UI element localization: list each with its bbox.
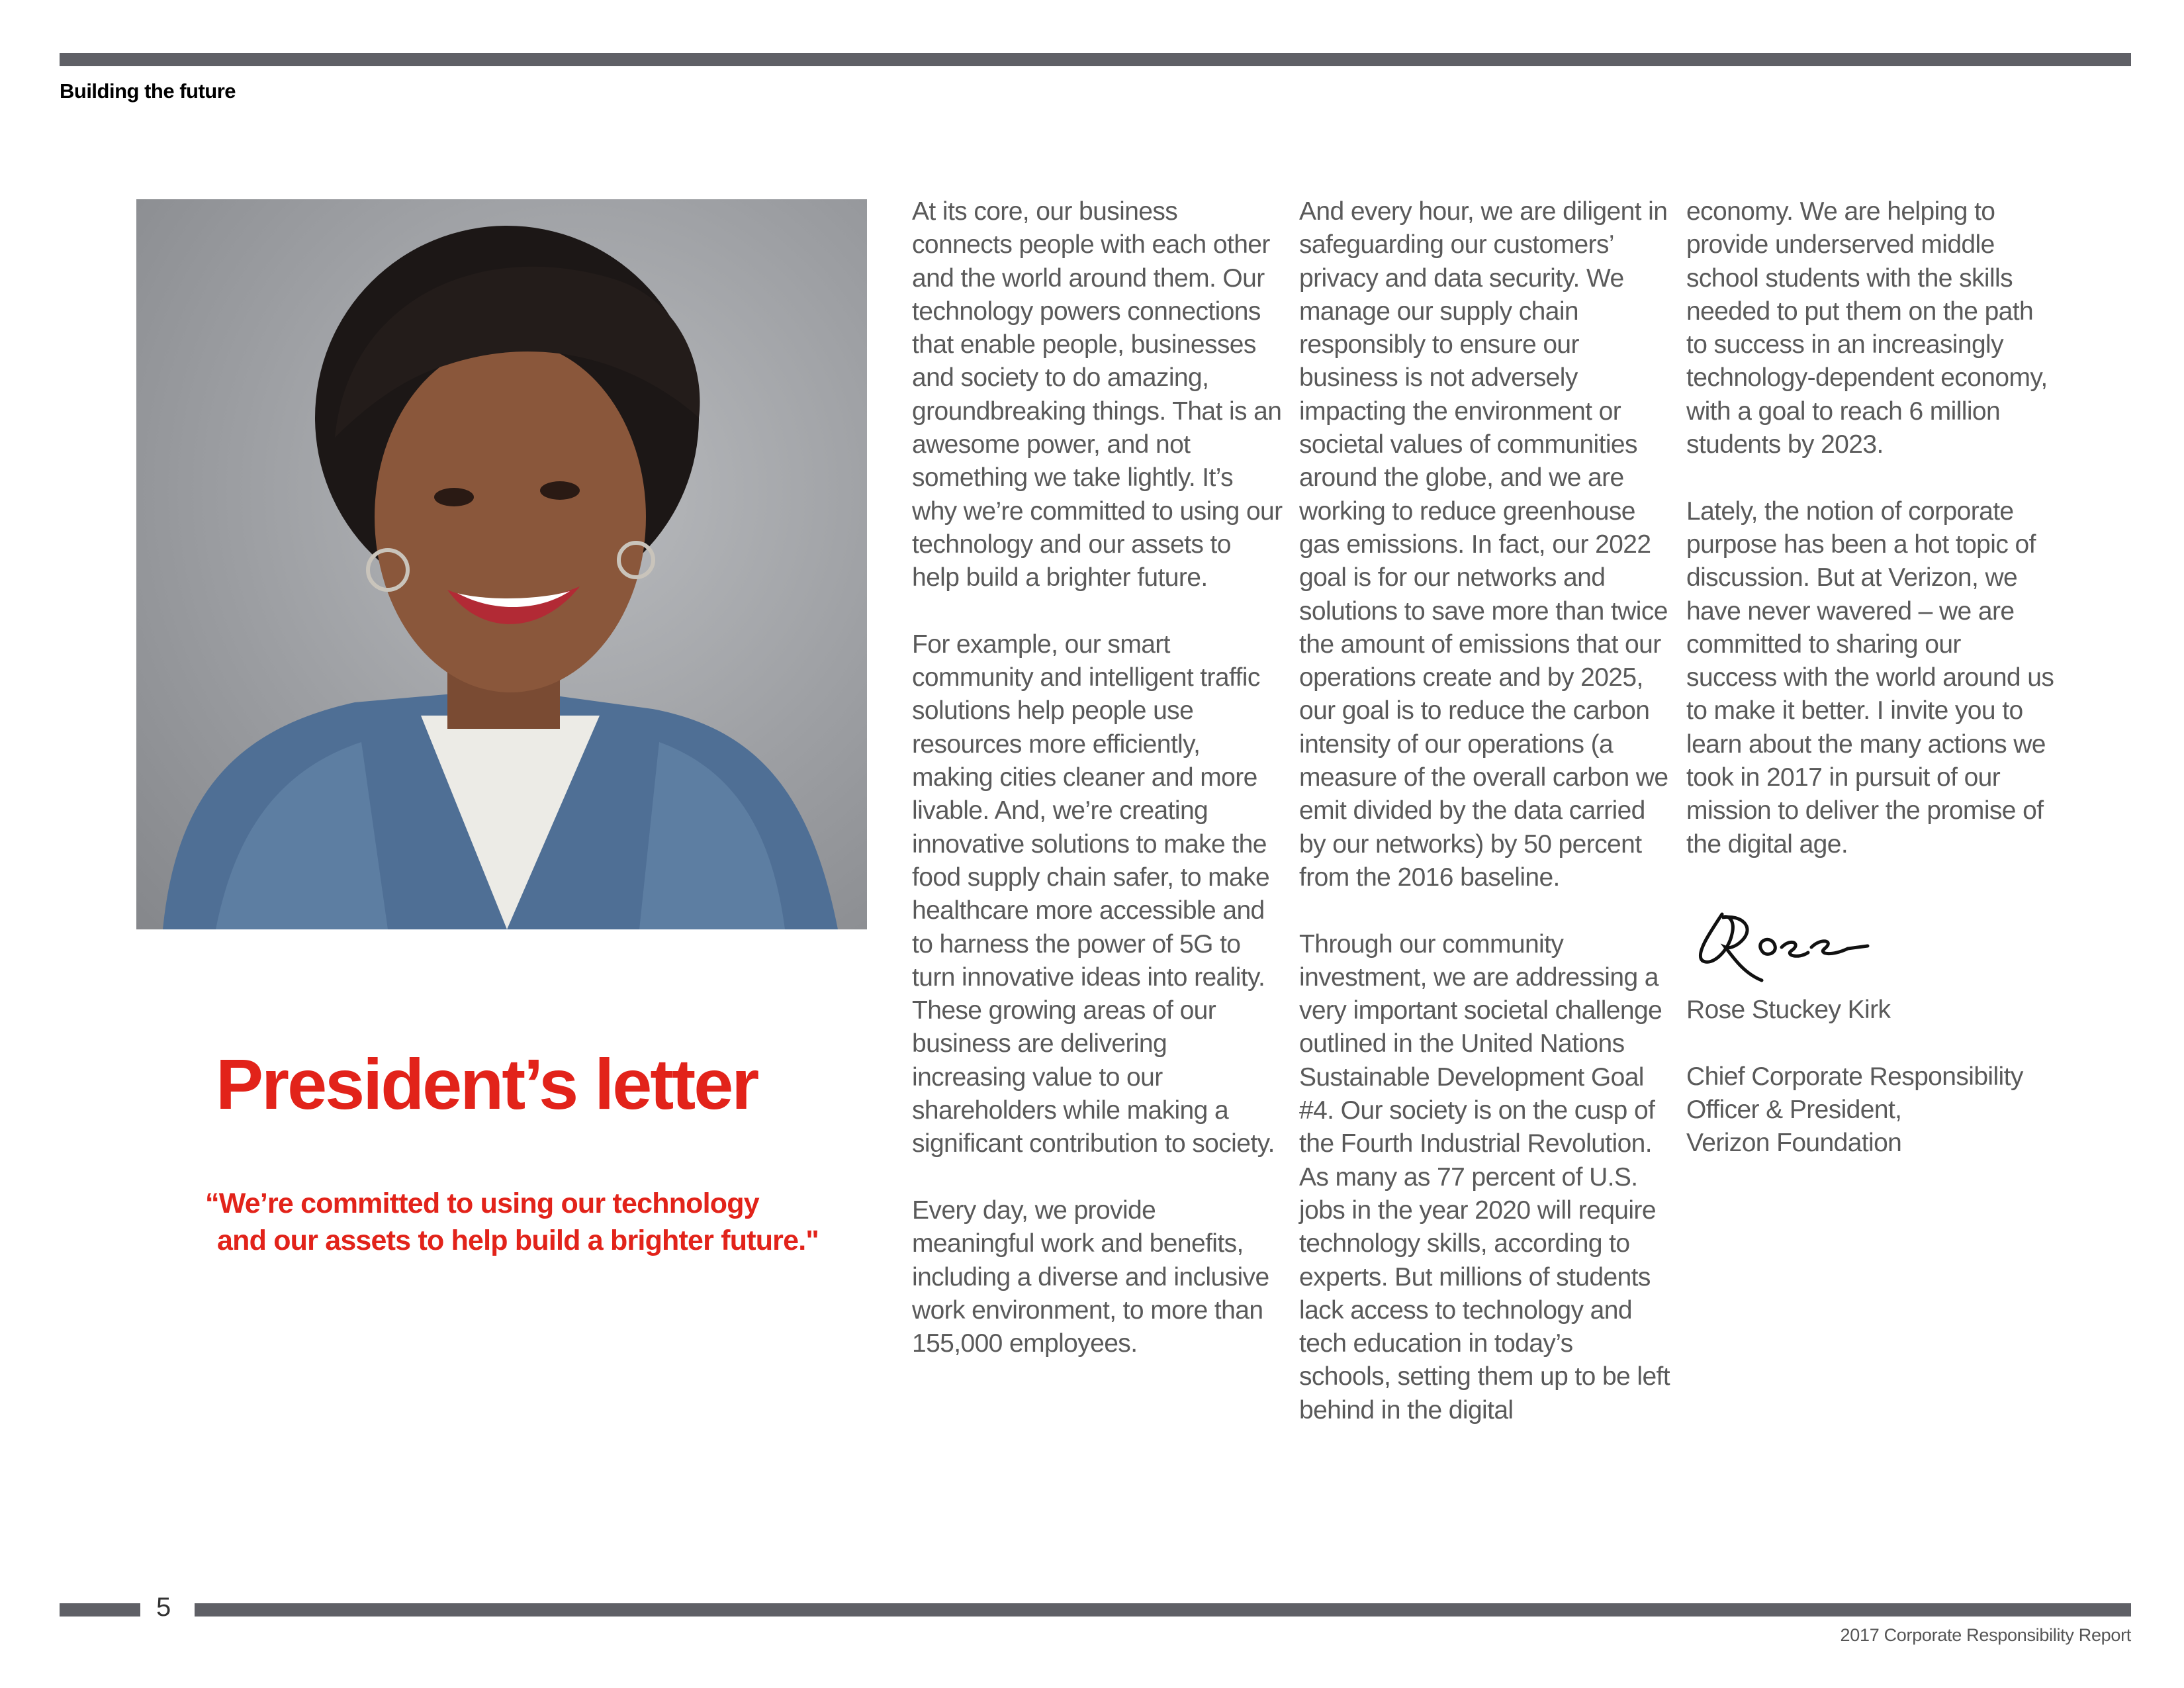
paragraph: Lately, the notion of corporate purpose has been a hot topic of discussion. But at Verizon, we have never wavered – we are committed to sharing our success with the world around us to make it better. I invite you to learn about the many actions we took in 2017 in pursuit of our mission to deliver the promise of the digital age. xyxy=(1686,496,2054,859)
report-name: 2017 Corporate Responsibility Report xyxy=(1840,1625,2131,1645)
letter-column-2 xyxy=(1299,195,1670,1460)
paragraph: At its core, our business connects people with each other and the world around them. Our technology powers connections that enable people, businesses and society to do amazing, groundbreaking things. That is an awesome power, and not something we take lightly. It’s why we’re committed to using our technology and our assets to help build a brighter future. xyxy=(912,197,1283,592)
header-rule xyxy=(60,53,2131,66)
pull-quote xyxy=(205,1185,854,1259)
portrait-photo xyxy=(136,199,867,929)
pull-quote-line-1: “We’re committed to using our technology xyxy=(205,1188,759,1219)
signature-image xyxy=(1682,888,1874,987)
signatory-title-line-3: Verizon Foundation xyxy=(1686,1129,1902,1158)
page-number: 5 xyxy=(156,1593,171,1622)
letter-column-3 xyxy=(1686,195,2057,1160)
paragraph: And every hour, we are diligent in safeguarding our customers’ privacy and data security. We manage our supply chain responsibly to ensure our business is not adversely impacting the environment or societal values of communities around the globe, and we are working to reduce greenhouse gas emissions. In fact, our 2022 goal is for our networks and solutions to save more than twice the amount of emissions that our operations create and by 2025, our goal is to reduce the carbon intensity of our operations (a measure of the overall carbon we emit divided by the data carried by our networks) by 50 percent from the 2016 baseline. xyxy=(1299,197,1668,892)
signatory-title-line-1: Chief Corporate Responsibility xyxy=(1686,1062,2023,1091)
footer-rule-left xyxy=(60,1603,140,1617)
paragraph: Every day, we provide meaningful work and benefits, including a diverse and inclusive work environment, to more than 155,000 employees. xyxy=(912,1196,1269,1358)
paragraph: For example, our smart community and intelligent traffic solutions help people use resources more efficiently, making cities cleaner and more livable. And, we’re creating innovative solutions to make the food supply chain safer, to make healthcare more accessible and to harness the power of 5G to turn innovative ideas into reality. These growing areas of our business are delivering increasing value to our shareholders while making a significant contribution to society. xyxy=(912,630,1275,1158)
letter-column-1 xyxy=(912,195,1283,1394)
footer-rule-right xyxy=(195,1603,2131,1617)
pull-quote-line-2: and our assets to help build a brighter future." xyxy=(217,1225,819,1256)
section-label: Building the future xyxy=(60,79,236,103)
page-title: President’s letter xyxy=(216,1044,758,1124)
paragraph: economy. We are helping to provide underserved middle school students with the skills needed to put them on the path to success in an increasingly technology-dependent economy, with a goal to reach 6 million students by 2023. xyxy=(1686,197,2048,459)
signatory-title-line-2: Officer & President, xyxy=(1686,1096,1902,1125)
signatory-name: Rose Stuckey Kirk xyxy=(1686,996,1891,1025)
paragraph: Through our community investment, we are addressing a very important societal challenge outlined in the United Nations Sustainable Development Goal #4. Our society is on the cusp of the Fourth Industrial Revolution. As many as 77 percent of U.S. jobs in the year 2020 will require technology skills, according to experts. But millions of students lack access to technology and tech education in today’s schools, setting them up to be left behind in the digital xyxy=(1299,929,1670,1425)
